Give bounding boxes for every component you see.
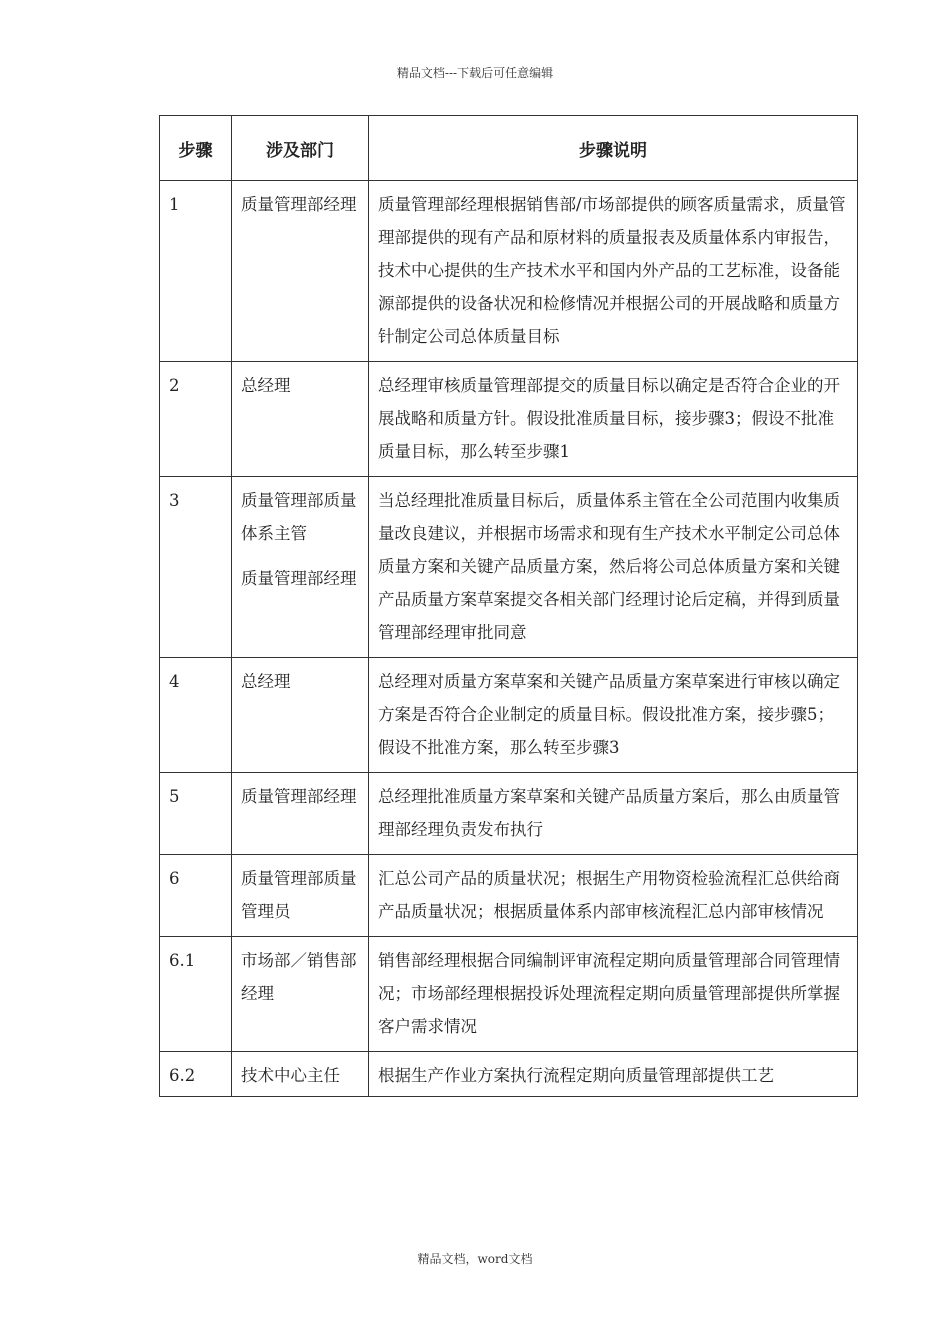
- page-header: 精品文档---下载后可任意编辑: [396, 66, 554, 80]
- department-cell: [232, 855, 369, 937]
- step-description: 根据生产作业方案执行流程定期向质量管理部提供工艺: [369, 1052, 858, 1097]
- department-cell: [232, 773, 369, 855]
- step-number: 4: [160, 658, 232, 773]
- department-cell: [232, 1052, 369, 1097]
- table-row: [160, 855, 858, 937]
- step-description: 汇总公司产品的质量状况；根据生产用物资检验流程汇总供给商产品质量状况；根据质量体系内部审核流程汇总内部审核情况: [369, 855, 858, 937]
- department-name: 质量管理部质量体系主管: [241, 491, 357, 543]
- table-header-row: [160, 116, 858, 181]
- department-cell: [232, 477, 369, 658]
- step-description: 销售部经理根据合同编制评审流程定期向质量管理部合同管理情况；市场部经理根据投诉处理流程定期向质量管理部提供所掌握客户需求情况: [369, 937, 858, 1052]
- table-row: [160, 658, 858, 773]
- department-cell: [232, 658, 369, 773]
- step-number: 6.1: [160, 937, 232, 1052]
- header-step: 步骤: [160, 116, 232, 181]
- step-description: 总经理批准质量方案草案和关键产品质量方案后，那么由质量管理部经理负责发布执行: [369, 773, 858, 855]
- table-row: [160, 1052, 858, 1097]
- step-description: 总经理审核质量管理部提交的质量目标以确定是否符合企业的开展战略和质量方针。假设批准质量目标，接步骤3；假设不批准质量目标，那么转至步骤1: [369, 362, 858, 477]
- table-row: [160, 937, 858, 1052]
- step-number: 2: [160, 362, 232, 477]
- department-name: 质量管理部经理: [241, 569, 357, 588]
- step-description: 总经理对质量方案草案和关键产品质量方案草案进行审核以确定方案是否符合企业制定的质量目标。假设批准方案，接步骤5；假设不批准方案，那么转至步骤3: [369, 658, 858, 773]
- department-name: 技术中心主任: [241, 1066, 340, 1085]
- table-row: [160, 477, 858, 658]
- step-number: 5: [160, 773, 232, 855]
- department-cell: [232, 362, 369, 477]
- step-number: 6: [160, 855, 232, 937]
- table-row: [160, 181, 858, 362]
- department-cell: [232, 181, 369, 362]
- department-name: 总经理: [241, 376, 291, 395]
- step-number: 3: [160, 477, 232, 658]
- process-steps-table: [159, 115, 858, 1097]
- department-cell: [232, 937, 369, 1052]
- table-row: [160, 362, 858, 477]
- header-department: 涉及部门: [232, 116, 369, 181]
- step-description: 质量管理部经理根据销售部/市场部提供的顾客质量需求，质量管理部提供的现有产品和原材料的质量报表及质量体系内审报告，技术中心提供的生产技术水平和国内外产品的工艺标准，设备能源部提供的设备状况和检修情况并根据公司的开展战略和质量方针制定公司总体质量目标: [369, 181, 858, 362]
- table-row: [160, 773, 858, 855]
- department-name: 质量管理部经理: [241, 195, 357, 214]
- department-name: 质量管理部质量管理员: [241, 869, 357, 921]
- department-name: 质量管理部经理: [241, 787, 357, 806]
- department-name: 总经理: [241, 672, 291, 691]
- header-description: 步骤说明: [369, 116, 858, 181]
- department-name: 市场部／销售部经理: [241, 951, 357, 1003]
- step-description: 当总经理批准质量目标后，质量体系主管在全公司范围内收集质量改良建议，并根据市场需求和现有生产技术水平制定公司总体质量方案和关键产品质量方案，然后将公司总体质量方案和关键产品质量方案草案提交各相关部门经理讨论后定稿，并得到质量管理部经理审批同意: [369, 477, 858, 658]
- step-number: 6.2: [160, 1052, 232, 1097]
- page-footer: 精品文档，word文档: [417, 1252, 533, 1266]
- step-number: 1: [160, 181, 232, 362]
